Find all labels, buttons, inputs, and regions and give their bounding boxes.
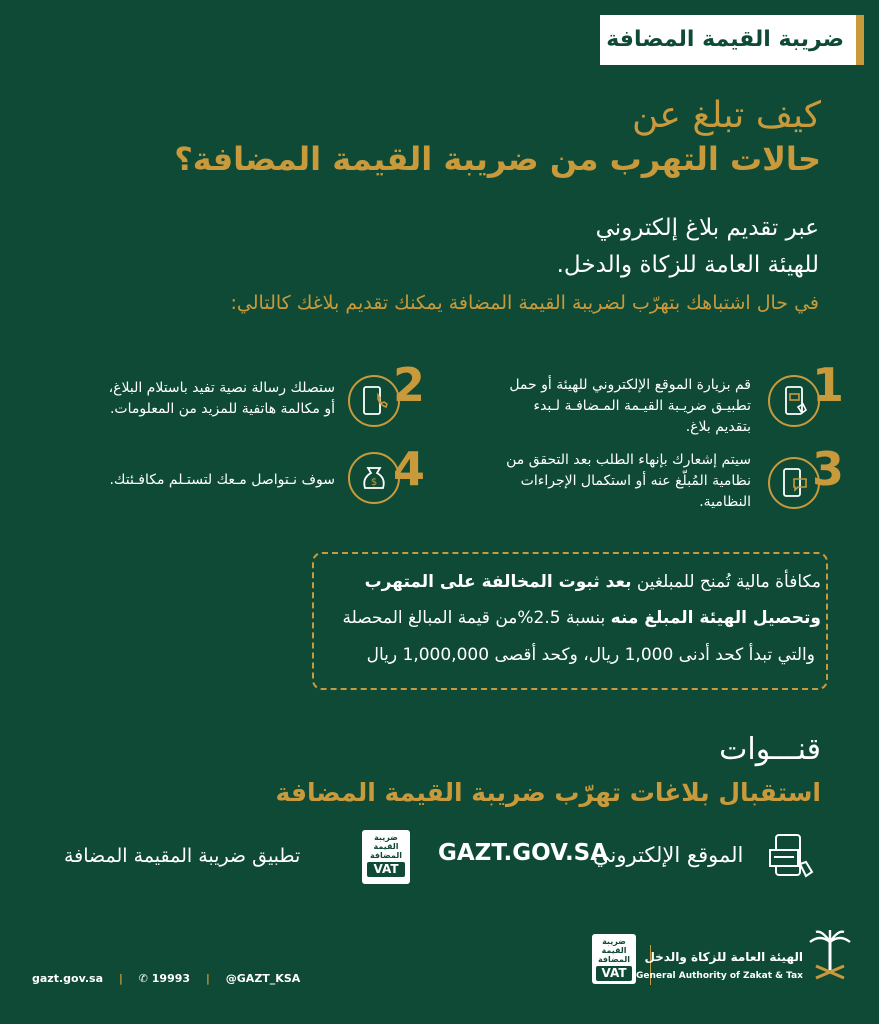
step-3-text bbox=[461, 450, 751, 513]
vat-app-logo[interactable] bbox=[362, 830, 410, 884]
phone-icon: ✆ bbox=[138, 972, 148, 985]
reward-line2 bbox=[342, 608, 821, 628]
vat-logo-line: المضافة bbox=[369, 851, 403, 860]
headline-line1: كيف تبلغ عن bbox=[632, 95, 821, 136]
website-icon bbox=[764, 830, 818, 884]
step-4-text bbox=[35, 470, 335, 491]
footer-separator: | bbox=[205, 972, 210, 985]
vat-logo-line: القيمة bbox=[601, 946, 627, 955]
phone-card-icon bbox=[768, 375, 820, 427]
vat-logo-badge: VAT bbox=[596, 966, 631, 981]
palm-emblem-icon bbox=[806, 928, 854, 984]
subtitle-note: في حال اشتباهك بتهرّب لضريبة القيمة المضافة يمكنك تقديم بلاغك كالتالي: bbox=[230, 292, 819, 314]
footer-site[interactable]: gazt.gov.sa bbox=[32, 972, 103, 985]
headline-line2: حالات التهرب من ضريبة القيمة المضافة؟ bbox=[174, 140, 821, 178]
step-1-line: تطبيـق ضريـبة القيـمة المـضافـة لـبدء bbox=[533, 398, 751, 414]
footer-handle[interactable]: @GAZT_KSA bbox=[225, 972, 301, 985]
header-accent bbox=[856, 15, 864, 65]
svg-text:$: $ bbox=[370, 477, 378, 488]
step-3-line: النظامية. bbox=[699, 494, 751, 510]
step-4-number: 4 bbox=[393, 442, 426, 496]
step-4-line: سوف نـتواصل مـعك لتستـلم مكافـئتك. bbox=[109, 472, 335, 488]
vat-logo-line: ضريبة bbox=[374, 833, 398, 842]
money-bag-icon bbox=[348, 452, 400, 504]
channels-title2: استقبال بلاغات تهرّب ضريبة القيمة المضافة bbox=[275, 778, 821, 807]
phone-call-icon bbox=[348, 375, 400, 427]
reward-line1-normal: مكافأة مالية تُمنح للمبلغين bbox=[631, 572, 821, 592]
channels-title1: قنـــوات bbox=[719, 732, 821, 767]
reward-line2-normal: بنسبة 2.5%من قيمة المبالغ المحصلة bbox=[342, 608, 611, 628]
authority-name-ar: الهيئة العامة للزكاة والدخل bbox=[644, 950, 803, 964]
reward-line1 bbox=[365, 572, 821, 592]
reward-line1-bold: بعد ثبوت المخالفة على المتهرب bbox=[364, 572, 632, 592]
subtitle-line2: للهيئة العامة للزكاة والدخل. bbox=[556, 252, 819, 278]
authority-name-en: General Authority of Zakat & Tax bbox=[636, 971, 803, 981]
vat-logo-badge: VAT bbox=[367, 862, 405, 877]
website-label: الموقع الإلكتروني bbox=[593, 843, 744, 867]
header-bar bbox=[600, 15, 864, 65]
step-3-line: سيتم إشعارك بإنهاء الطلب بعد التحقق من bbox=[506, 452, 751, 468]
step-3-number: 3 bbox=[812, 442, 845, 496]
step-2-line: أو مكالمة هاتفية للمزيد من المعلومات. bbox=[109, 401, 335, 417]
step-3-line: نظامية المُبلّغ عنه أو استكمال الإجراءات bbox=[520, 473, 751, 489]
vat-logo-line: المضافة bbox=[597, 955, 631, 964]
footer-phone[interactable]: 19993 bbox=[151, 972, 191, 985]
subtitle-line1: عبر تقديم بلاغ إلكتروني bbox=[595, 215, 819, 241]
footer bbox=[32, 972, 300, 985]
step-1-line: قم بزيارة الموقع الإلكتروني للهيئة أو حمل bbox=[509, 377, 751, 393]
step-2-number: 2 bbox=[393, 358, 426, 412]
vat-logo-line: ضريبة bbox=[602, 937, 626, 946]
reward-line3: والتي تبدأ كحد أدنى 1,000 ريال، وكحد أقصى 1,000,000 ريال bbox=[366, 645, 815, 665]
step-1-line: بتقديم بلاغ. bbox=[685, 419, 751, 435]
reward-line2-bold: وتحصيل الهيئة المبلغ منه bbox=[610, 608, 821, 628]
vat-logo-line: القيمة bbox=[373, 842, 399, 851]
step-2-text bbox=[35, 378, 335, 420]
step-1-text bbox=[461, 375, 751, 438]
step-1-number: 1 bbox=[812, 358, 845, 412]
phone-message-icon bbox=[768, 457, 820, 509]
vat-logo bbox=[592, 934, 636, 984]
app-label: تطبيق ضريبة المقيمة المضافة bbox=[64, 845, 301, 867]
footer-separator: | bbox=[118, 972, 123, 985]
website-url[interactable]: GAZT.GOV.SA bbox=[438, 840, 609, 866]
step-2-line: ستصلك رسالة نصية تفيد باستلام البلاغ، bbox=[108, 380, 335, 396]
header-title: ضريبة القيمة المضافة bbox=[606, 27, 844, 52]
